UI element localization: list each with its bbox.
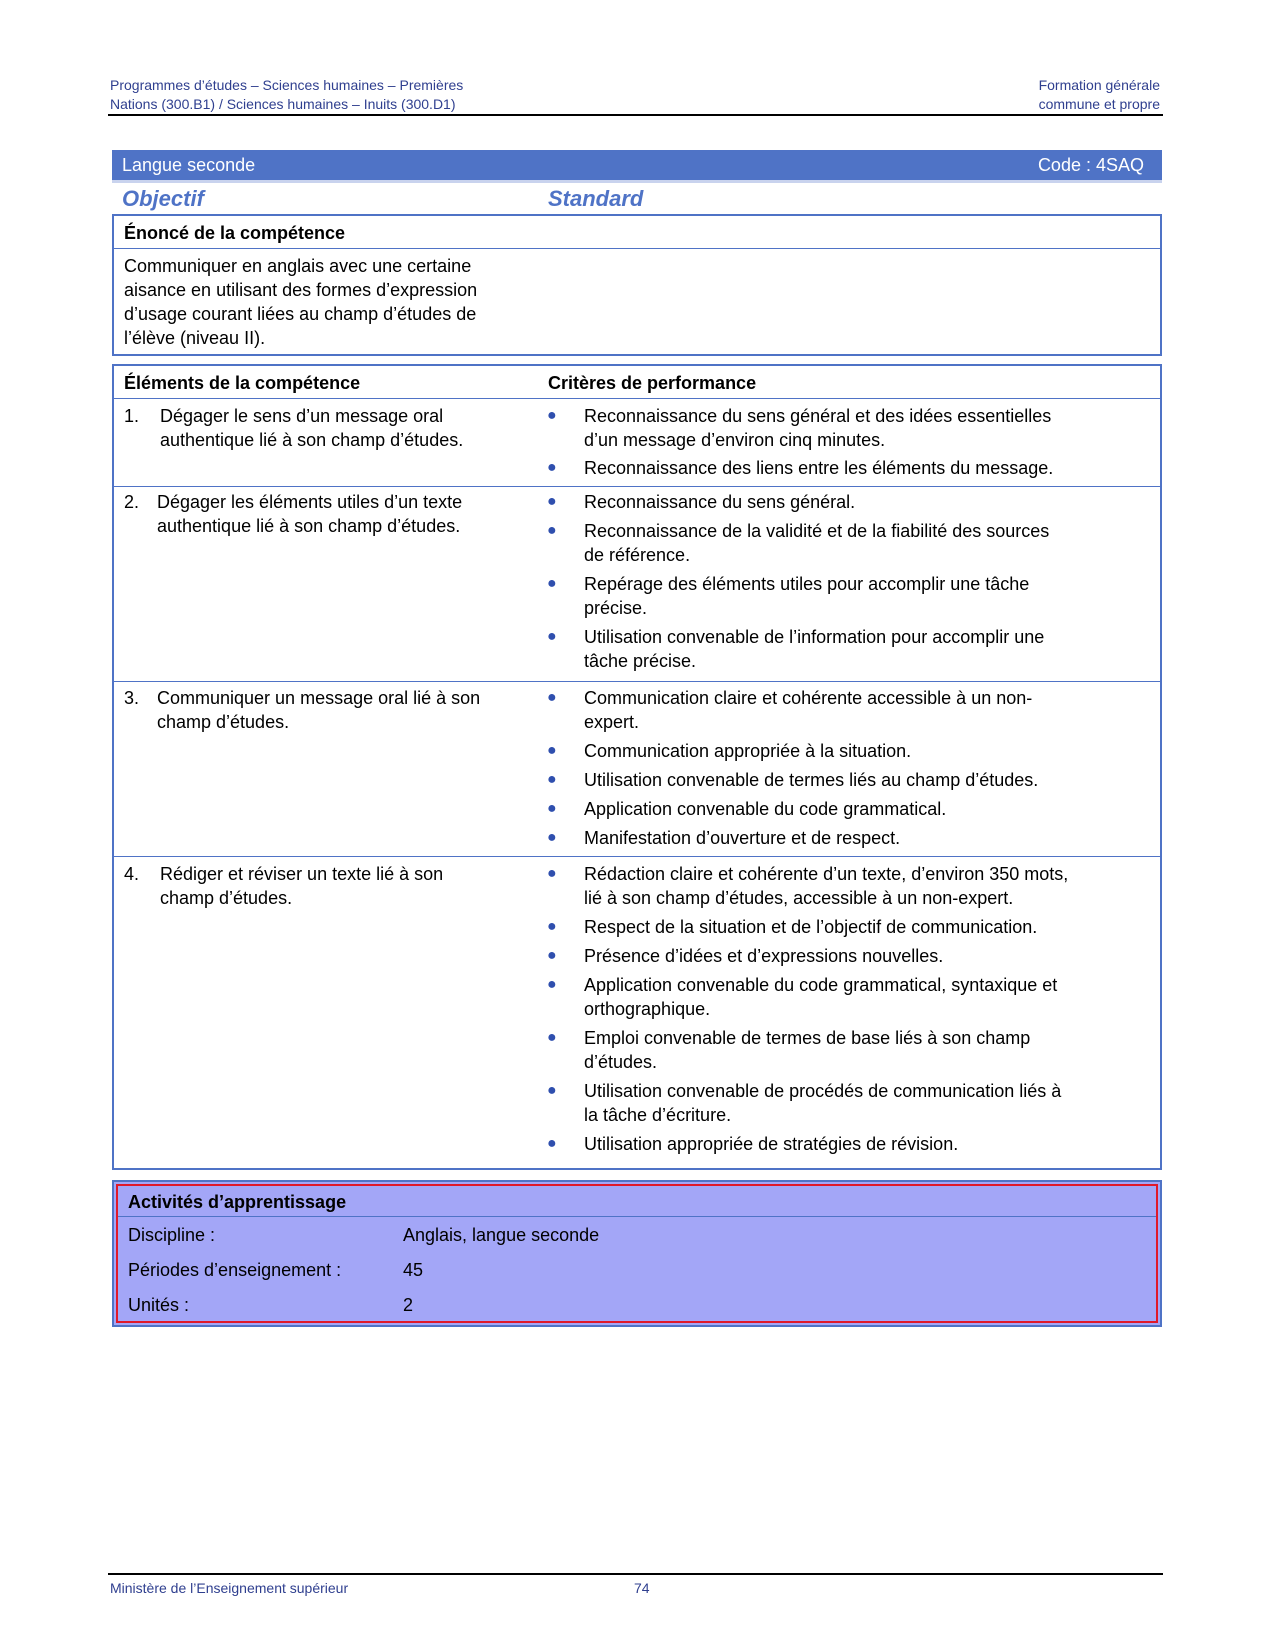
criterion — [547, 768, 1039, 792]
bullet-icon: ● — [547, 407, 557, 424]
bullet-icon: ● — [547, 771, 557, 788]
element-number: 1. — [124, 406, 140, 426]
course-title: Langue seconde — [122, 155, 256, 175]
criterion-line: Respect de la situation et de l’objectif de communication. — [584, 917, 1038, 937]
criterion — [547, 404, 1052, 452]
competence-line: Communiquer en anglais avec une certaine — [124, 256, 472, 276]
competence-statement-box — [112, 214, 1162, 356]
band-shadow — [112, 180, 1162, 183]
divider — [118, 1216, 1156, 1217]
criterion-line: Communication appropriée à la situation. — [584, 741, 912, 761]
learning-activities-box — [112, 1180, 1162, 1327]
criterion — [547, 797, 947, 821]
header-right-line1: Formation générale — [1038, 77, 1160, 93]
competence-line: d’usage courant liées au champ d’études de — [124, 304, 477, 324]
activities-heading: Activités d’apprentissage — [128, 1192, 347, 1212]
bullet-icon: ● — [547, 628, 557, 645]
criterion-line: Emploi convenable de termes de base liés à son champ — [584, 1028, 1031, 1048]
criterion — [547, 572, 1030, 620]
header-divider — [108, 114, 1163, 116]
divider — [114, 398, 1160, 399]
criterion — [547, 456, 1054, 480]
element-line: champ d’études. — [160, 888, 293, 908]
divider — [114, 681, 1160, 682]
element-line: Communiquer un message oral lié à son — [157, 688, 481, 708]
criterion-line: Utilisation convenable de procédés de communication liés à — [584, 1081, 1062, 1101]
elements-column-heading: Éléments de la compétence — [124, 373, 361, 393]
criterion-line: Reconnaissance du sens général et des idées essentielles — [584, 406, 1052, 426]
criterion-line: précise. — [584, 598, 648, 618]
element-line: champ d’études. — [157, 712, 290, 732]
criterion-line: Reconnaissance des liens entre les éléments du message. — [584, 458, 1054, 478]
bullet-icon: ● — [547, 947, 557, 964]
criterion — [547, 1132, 959, 1156]
objective-label: Objectif — [122, 186, 204, 211]
criterion — [547, 686, 1033, 734]
header-left-line2: Nations (300.B1) / Sciences humaines – Inuits (300.D1) — [110, 96, 456, 112]
criterion-line: Application convenable du code grammatical. — [584, 799, 947, 819]
criterion-line: lié à son champ d’études, accessible à un non-expert. — [584, 888, 1014, 908]
bullet-icon: ● — [547, 1135, 557, 1152]
criterion-line: Utilisation convenable de l’information pour accomplir une — [584, 627, 1045, 647]
footer-divider — [108, 1573, 1163, 1575]
competence-line: aisance en utilisant des formes d’expression — [124, 280, 478, 300]
header-left-line1: Programmes d’études – Sciences humaines – Premières — [110, 77, 464, 93]
activities-frame — [116, 1184, 1158, 1323]
discipline-label: Discipline : — [128, 1225, 216, 1245]
competence-elements-table — [112, 364, 1162, 1170]
criterion-line: de référence. — [584, 545, 691, 565]
course-code: Code : 4SAQ — [1037, 155, 1144, 175]
criterion-line: expert. — [584, 712, 640, 732]
criterion-line: Repérage des éléments utiles pour accomplir une tâche — [584, 574, 1030, 594]
element-number: 2. — [124, 492, 140, 512]
criterion-line: d’un message d’environ cinq minutes. — [584, 430, 886, 450]
criterion — [547, 944, 944, 968]
divider — [114, 856, 1160, 857]
competence-text — [124, 254, 477, 350]
standard-label: Standard — [548, 186, 644, 211]
element-line: authentique lié à son champ d’études. — [160, 430, 464, 450]
element-text — [157, 686, 480, 734]
bullet-icon: ● — [547, 1029, 557, 1046]
bullet-icon: ● — [547, 918, 557, 935]
criterion-line: Présence d’idées et d’expressions nouvelles. — [584, 946, 944, 966]
criterion-line: Communication claire et cohérente accessible à un non- — [584, 688, 1033, 708]
criterion — [547, 915, 1038, 939]
periods-label: Périodes d’enseignement : — [128, 1260, 342, 1280]
bullet-icon: ● — [547, 800, 557, 817]
criterion-line: d’études. — [584, 1052, 658, 1072]
footer-ministry: Ministère de l’Enseignement supérieur — [110, 1580, 349, 1596]
bullet-icon: ● — [547, 976, 557, 993]
bullet-icon: ● — [547, 865, 557, 882]
units-value: 2 — [403, 1295, 414, 1315]
criterion-line: Application convenable du code grammatical, syntaxique et — [584, 975, 1058, 995]
bullet-icon: ● — [547, 459, 557, 476]
criterion — [547, 862, 1069, 910]
element-line: Dégager le sens d’un message oral — [160, 406, 444, 426]
element-line: Dégager les éléments utiles d’un texte — [157, 492, 463, 512]
criterion-line: la tâche d’écriture. — [584, 1105, 732, 1125]
criterion — [547, 625, 1045, 673]
periods-value: 45 — [403, 1260, 424, 1280]
element-line: Rédiger et réviser un texte lié à son — [160, 864, 444, 884]
course-title-band — [112, 150, 1162, 180]
divider — [114, 486, 1160, 487]
bullet-icon: ● — [547, 493, 557, 510]
criteria-column-heading: Critères de performance — [548, 373, 757, 393]
criterion-line: Utilisation convenable de termes liés au champ d’études. — [584, 770, 1039, 790]
bullet-icon: ● — [547, 742, 557, 759]
competence-line: l’élève (niveau II). — [124, 328, 266, 348]
header-right-line2: commune et propre — [1038, 96, 1160, 112]
bullet-icon: ● — [547, 689, 557, 706]
element-number: 4. — [124, 864, 140, 884]
element-number: 3. — [124, 688, 140, 708]
criterion-line: Reconnaissance du sens général. — [584, 492, 856, 512]
competence-heading: Énoncé de la compétence — [124, 223, 346, 243]
bullet-icon: ● — [547, 829, 557, 846]
criterion — [547, 826, 901, 850]
criterion-line: orthographique. — [584, 999, 711, 1019]
bullet-icon: ● — [547, 1082, 557, 1099]
element-text — [160, 404, 463, 452]
criterion — [547, 973, 1058, 1021]
bullet-icon: ● — [547, 575, 557, 592]
bullet-icon: ● — [547, 522, 557, 539]
element-line: authentique lié à son champ d’études. — [157, 516, 461, 536]
criterion — [547, 1079, 1062, 1127]
criterion — [547, 490, 856, 514]
element-text — [157, 490, 462, 538]
criterion-line: Reconnaissance de la validité et de la fiabilité des sources — [584, 521, 1050, 541]
criterion-line: Utilisation appropriée de stratégies de révision. — [584, 1134, 959, 1154]
page-number: 74 — [634, 1580, 650, 1596]
criterion — [547, 1026, 1031, 1074]
criterion-line: Manifestation d’ouverture et de respect. — [584, 828, 901, 848]
criterion — [547, 519, 1050, 567]
discipline-value: Anglais, langue seconde — [403, 1225, 600, 1245]
criterion — [547, 739, 912, 763]
criterion-line: Rédaction claire et cohérente d’un texte, d’environ 350 mots, — [584, 864, 1069, 884]
units-label: Unités : — [128, 1295, 190, 1315]
divider — [114, 248, 1160, 249]
element-text — [160, 862, 443, 910]
criterion-line: tâche précise. — [584, 651, 697, 671]
